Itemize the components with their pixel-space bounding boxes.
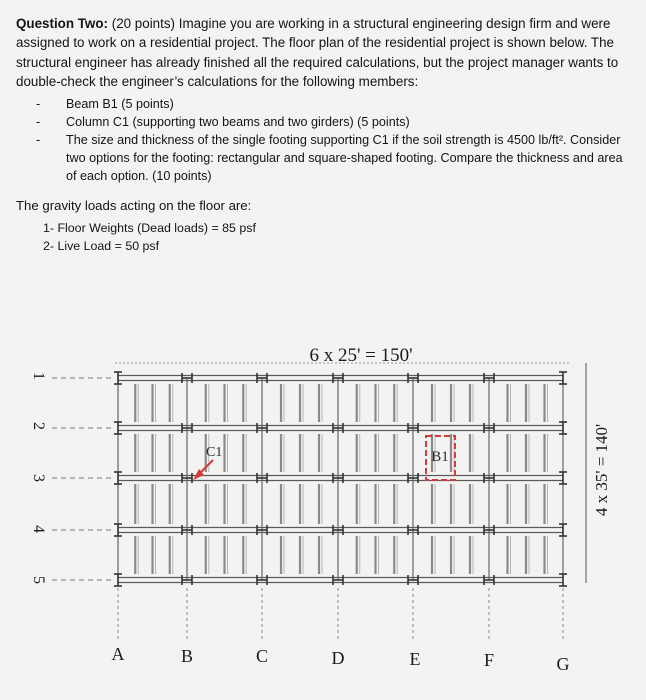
member-item: - Column C1 (supporting two beams and two girders) (5 points) xyxy=(36,113,632,131)
member-item: - Beam B1 (5 points) xyxy=(36,95,632,113)
column-gridlines xyxy=(118,378,563,640)
load-item: 2- Live Load = 50 psf xyxy=(43,238,160,253)
loads-intro: The gravity loads acting on the floor are: xyxy=(16,197,252,213)
column-label-D: D xyxy=(331,648,345,668)
column-symbols xyxy=(114,372,567,586)
row-label-2: 2 xyxy=(30,422,47,430)
row-label-4: 4 xyxy=(30,525,47,533)
side-dimension-label: 4 x 35' = 140' xyxy=(592,423,611,517)
column-c1-label: C1 xyxy=(206,445,223,460)
load-item: 1- Floor Weights (Dead loads) = 85 psf xyxy=(43,220,256,235)
row-leader-lines xyxy=(52,378,112,580)
column-label-F: F xyxy=(483,650,495,670)
beam-b1-label: B1 xyxy=(431,449,449,465)
column-label-B: B xyxy=(180,646,194,666)
girder-lines xyxy=(118,376,563,583)
row-label-5: 5 xyxy=(30,576,47,584)
row-label-3: 3 xyxy=(30,474,47,482)
column-label-C: C xyxy=(255,646,269,666)
row-label-1: 1 xyxy=(30,372,47,380)
member-item: - The size and thickness of the single footing supporting C1 if the soil strength is 4500 lb/ft². Consider two options for the footing: rectangular and square-shaped footing. Compare the thickness and area of each option. (10 points) xyxy=(36,131,632,186)
question-points: (20 points) xyxy=(111,16,175,31)
top-dimension-label: 6 x 25' = 150' xyxy=(309,345,413,366)
question-body: Imagine you are working in a structural engineering design firm and were assigned to work on a residential project. The floor plan of the residential project is shown below. The structural engineer has already finished all the required calculations, but the project manager wants to double-check the engineer’s calculations for the following members: xyxy=(16,16,619,90)
column-label-A: A xyxy=(111,644,125,664)
column-label-E: E xyxy=(409,649,421,669)
question-heading: Question Two: xyxy=(16,16,108,31)
column-label-G: G xyxy=(556,654,570,674)
floor-joists xyxy=(135,384,547,574)
